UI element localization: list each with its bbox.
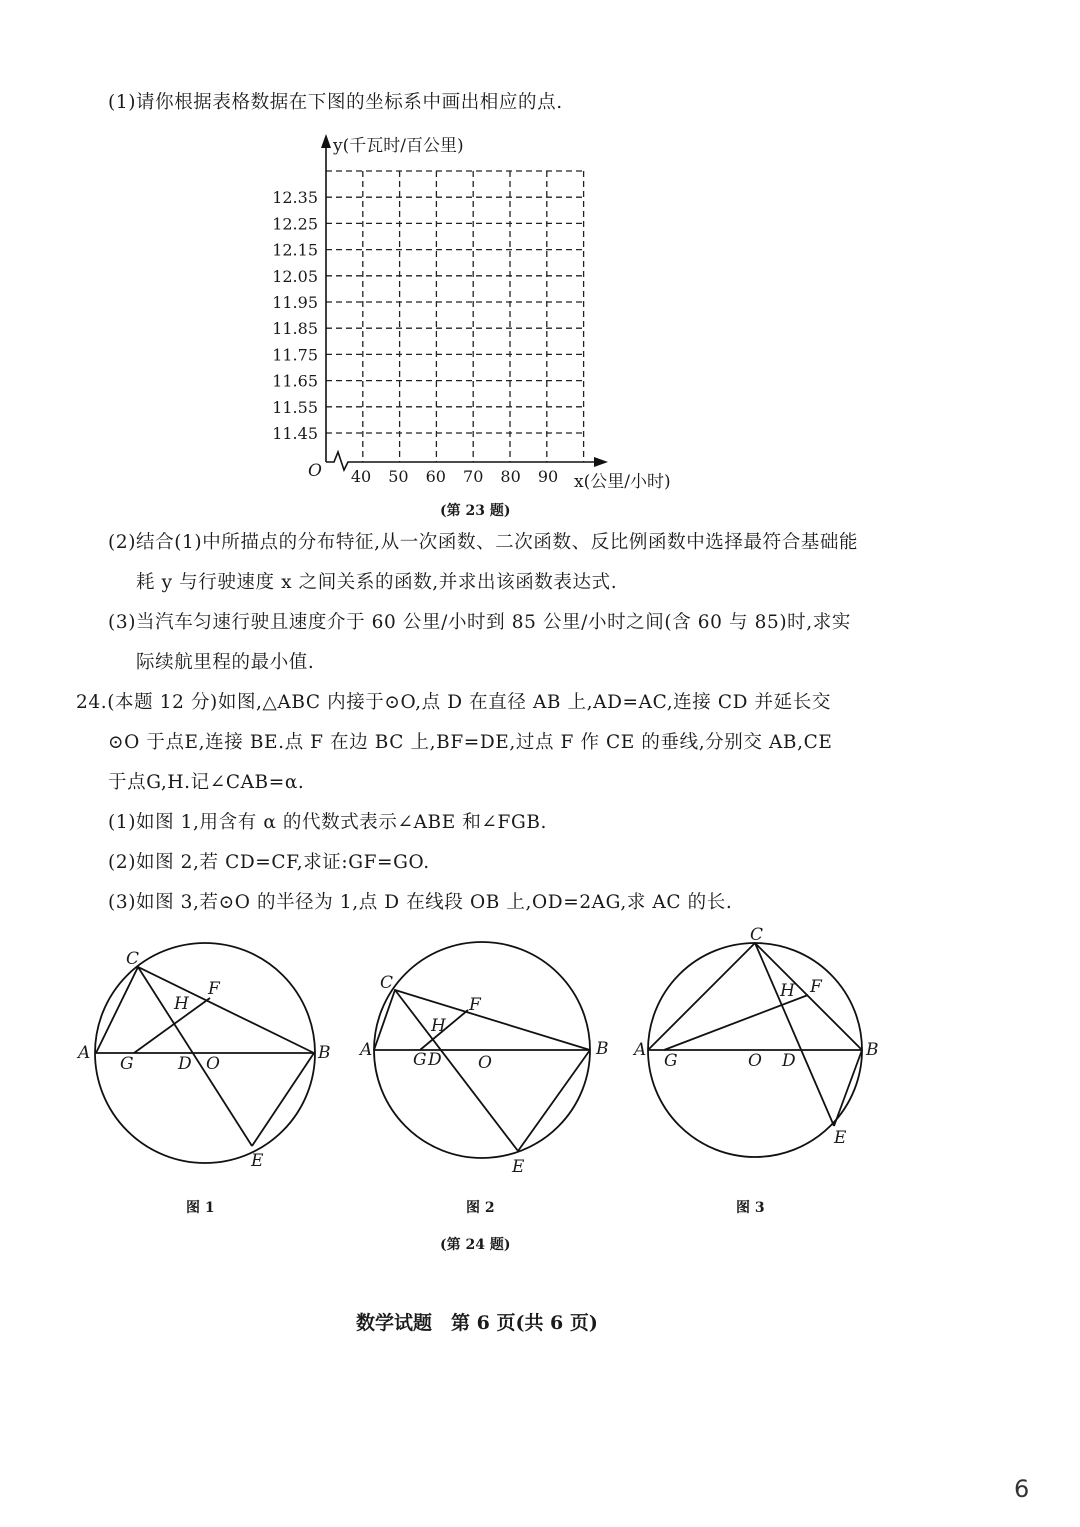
segment-ce	[395, 990, 518, 1151]
label-g: G	[120, 1054, 134, 1074]
circle-o	[648, 943, 862, 1157]
y-tick-label: 12.25	[272, 214, 318, 234]
fig2-caption: 图 2	[466, 1200, 495, 1216]
label-a: A	[634, 1040, 647, 1060]
q23-part3-line1: (3)当汽车匀速行驶且速度介于 60 公里/小时到 85 公里/小时之间(含 60 与 85)时,求实	[108, 612, 851, 633]
x-tick-label: 60	[425, 467, 446, 486]
x-axis-arrow	[594, 457, 608, 467]
label-o: O	[478, 1053, 492, 1073]
y-tick-label: 11.65	[272, 371, 318, 391]
label-a: A	[78, 1043, 91, 1063]
label-e: E	[834, 1128, 847, 1148]
segment-be	[834, 1050, 862, 1126]
y-axis-label: y(千瓦时/百公里)	[333, 136, 464, 156]
segment-gf	[664, 995, 808, 1050]
label-c: C	[126, 949, 140, 969]
y-tick-label: 11.85	[272, 319, 318, 339]
q23-part2-line1: (2)结合(1)中所描点的分布特征,从一次函数、二次函数、反比例函数中选择最符合基础能	[108, 532, 859, 553]
fig3-caption: 图 3	[736, 1200, 765, 1216]
figure-2	[358, 942, 609, 1216]
label-e: E	[251, 1151, 264, 1171]
segment-gf	[134, 998, 210, 1053]
q24-line3: 于点G,H.记∠CAB=α.	[108, 772, 305, 793]
label-o: O	[206, 1054, 220, 1074]
label-a: A	[360, 1040, 373, 1060]
label-c: C	[380, 973, 394, 993]
x-axis	[326, 452, 600, 470]
q24-part1: (1)如图 1,用含有 α 的代数式表示∠ABE 和∠FGB.	[108, 812, 548, 833]
segment-be	[518, 1050, 590, 1151]
page-number: 6	[1014, 1475, 1030, 1503]
circle-o	[374, 942, 590, 1158]
y-tick-label: 12.15	[272, 240, 318, 260]
label-b: B	[318, 1043, 331, 1063]
label-h: H	[431, 1016, 446, 1036]
origin-label: O	[308, 461, 322, 481]
fig1-caption: 图 1	[186, 1200, 215, 1216]
segment-gf	[420, 1010, 468, 1050]
triangle-abc	[648, 943, 862, 1050]
label-b: B	[866, 1040, 879, 1060]
q23-part1: (1)请你根据表格数据在下图的坐标系中画出相应的点.	[108, 92, 563, 113]
triangle-abc	[96, 967, 314, 1053]
x-tick-label: 80	[500, 467, 521, 486]
page-footer: 数学试题 第 6 页(共 6 页)	[356, 1312, 598, 1334]
x-tick-label: 50	[388, 467, 409, 486]
q23-part2-line2: 耗 y 与行驶速度 x 之间关系的函数,并求出该函数表达式.	[136, 572, 618, 593]
segment-ce	[138, 967, 252, 1146]
y-tick-label: 11.55	[272, 397, 318, 417]
y-tick-labels	[272, 188, 318, 443]
q24-line1: 24.(本题 12 分)如图,△ABC 内接于⊙O,点 D 在直径 AB 上,AD=AC,连接 CD 并延长交	[76, 692, 831, 713]
label-f: F	[810, 977, 822, 997]
y-tick-label: 11.45	[272, 424, 318, 443]
label-g: G	[664, 1051, 678, 1071]
y-axis-arrow	[321, 134, 331, 148]
label-c: C	[750, 925, 764, 945]
x-tick-labels	[351, 467, 558, 486]
circle-o	[95, 943, 315, 1163]
q23-caption: (第 23 题)	[440, 503, 511, 519]
segment-be	[252, 1053, 314, 1146]
label-h: H	[174, 994, 189, 1014]
label-b: B	[596, 1039, 609, 1059]
q24-line2: ⊙O 于点E,连接 BE.点 F 在边 BC 上,BF=DE,过点 F 作 CE 的垂线,分别交 AB,CE	[108, 732, 833, 753]
figure-1	[76, 943, 331, 1216]
x-tick-label: 40	[350, 467, 372, 486]
label-o: O	[748, 1051, 762, 1071]
x-tick-label: 90	[537, 467, 559, 486]
triangle-abc	[374, 990, 590, 1050]
label-h: H	[780, 981, 795, 1001]
label-d: D	[428, 1050, 442, 1070]
q23-part3-line2: 际续航里程的最小值.	[136, 652, 315, 673]
grid-lines	[326, 171, 586, 462]
q24-part2: (2)如图 2,若 CD=CF,求证:GF=GO.	[108, 852, 430, 873]
x-axis-label: x(公里/小时)	[574, 472, 671, 492]
label-g: G	[413, 1050, 427, 1070]
y-tick-label: 11.75	[272, 345, 318, 365]
y-tick-label: 12.05	[272, 266, 318, 286]
figure-3	[632, 925, 879, 1216]
y-tick-label: 12.35	[272, 188, 318, 208]
label-f: F	[208, 979, 220, 999]
label-f: F	[469, 995, 481, 1015]
label-e: E	[512, 1157, 525, 1177]
y-tick-label: 11.95	[272, 293, 318, 312]
q24-part3: (3)如图 3,若⊙O 的半径为 1,点 D 在线段 OB 上,OD=2AG,求 AC 的长.	[108, 892, 733, 913]
label-d: D	[782, 1051, 796, 1071]
x-tick-label: 70	[463, 467, 484, 486]
q24-caption: (第 24 题)	[440, 1237, 511, 1253]
segment-ce	[755, 943, 834, 1126]
label-d: D	[178, 1054, 192, 1074]
